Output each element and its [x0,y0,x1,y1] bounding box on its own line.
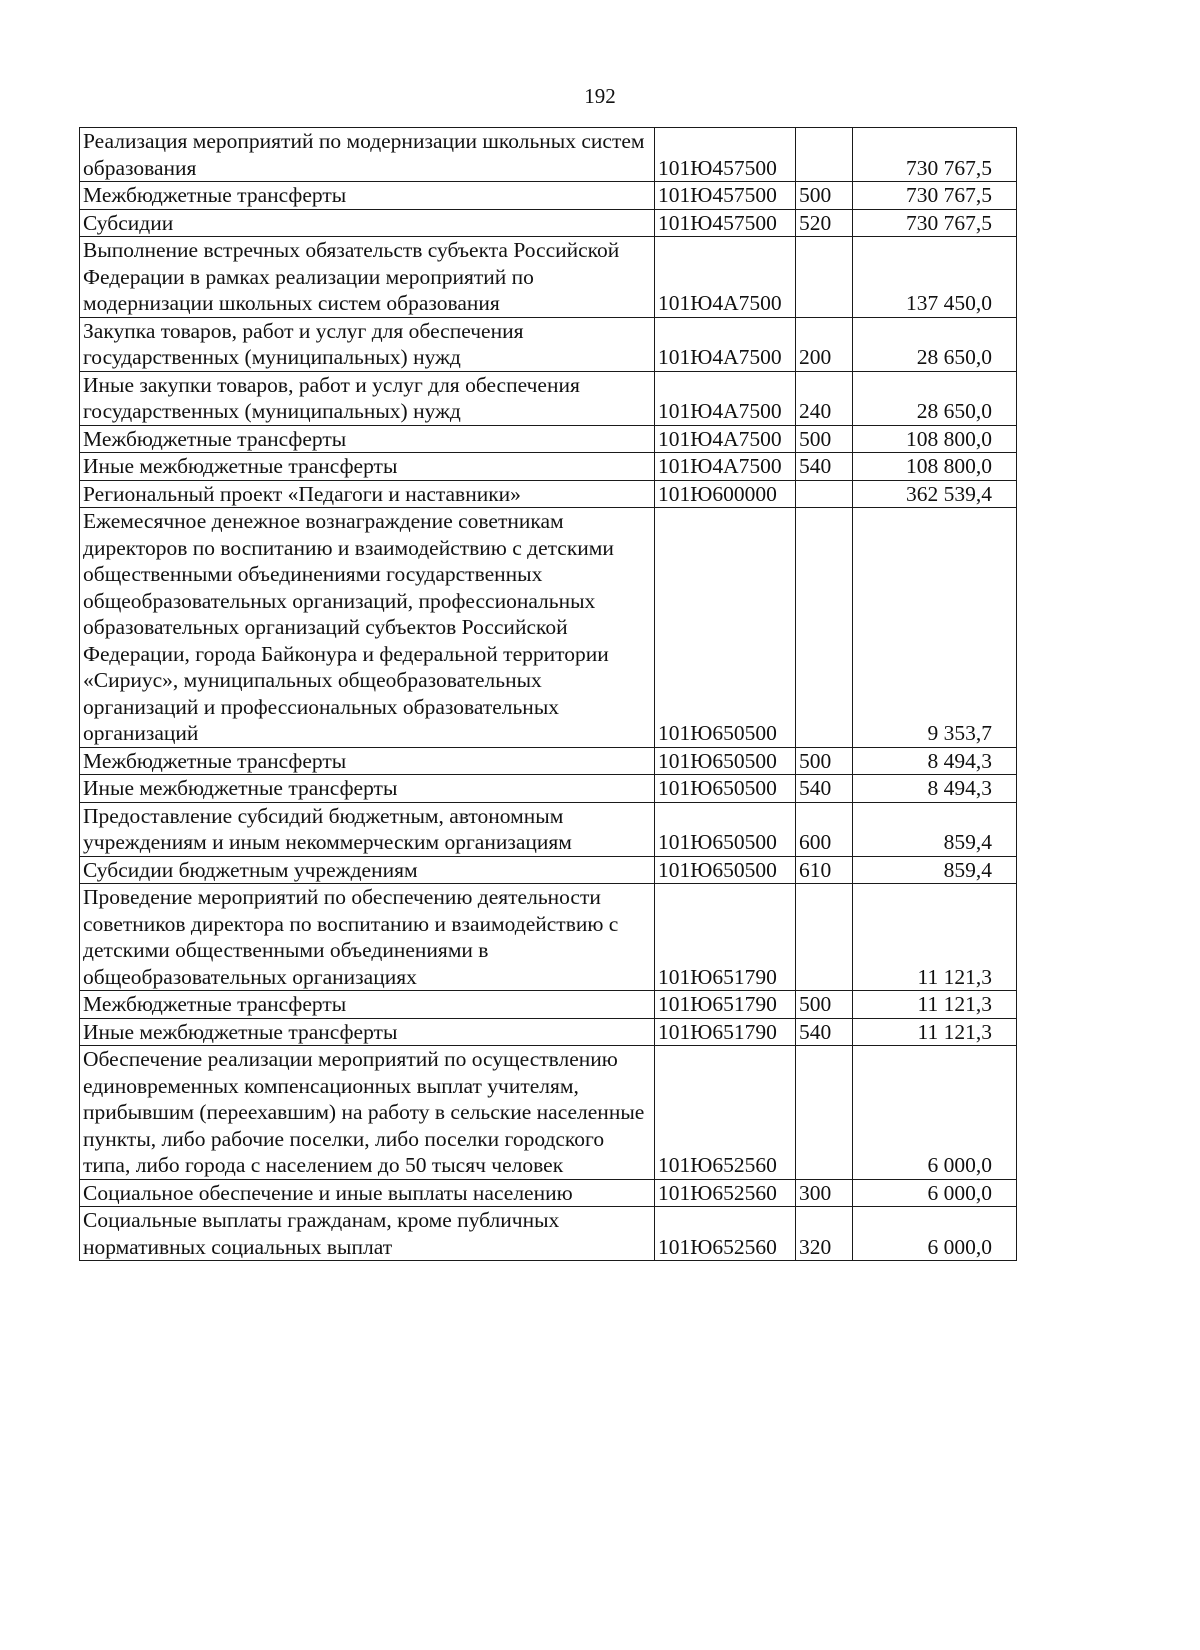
expense-name-cell: Проведение мероприятий по обеспечению деятельности советников директора по воспитанию и взаимодействию с детскими общественными объединениями в общеобразовательных организациях [80,884,655,991]
target-code-cell: 101Ю600000 [655,480,796,508]
expense-type-cell [796,1046,853,1180]
expense-name-cell: Межбюджетные трансферты [80,991,655,1019]
target-code-cell: 101Ю650500 [655,508,796,748]
amount-cell: 11 121,3 [853,1018,1017,1046]
expense-name-cell: Выполнение встречных обязательств субъекта Российской Федерации в рамках реализации мероприятий по модернизации школьных систем образования [80,237,655,318]
amount-cell: 108 800,0 [853,453,1017,481]
target-code-cell: 101Ю457500 [655,182,796,210]
target-code-cell: 101Ю4А7500 [655,425,796,453]
expense-name-cell: Социальные выплаты гражданам, кроме публичных нормативных социальных выплат [80,1207,655,1261]
target-code-cell: 101Ю4А7500 [655,317,796,371]
expense-type-cell: 500 [796,747,853,775]
table-row [80,1018,1017,1046]
table-row [80,317,1017,371]
expense-type-cell: 300 [796,1179,853,1207]
target-code-cell: 101Ю457500 [655,209,796,237]
amount-cell: 28 650,0 [853,317,1017,371]
amount-cell: 8 494,3 [853,747,1017,775]
target-code-cell: 101Ю652560 [655,1179,796,1207]
expense-name-cell: Ежемесячное денежное вознаграждение советникам директоров по воспитанию и взаимодействию с детскими общественными объединениями государственных общеобразовательных организаций, профессиональных образовательных организаций субъектов Российской Федерации, города Байконура и федеральной территории «Сириус», муниципальных общеобразовательных организаций и профессиональных образовательных организаций [80,508,655,748]
table-row [80,209,1017,237]
target-code-cell: 101Ю4А7500 [655,453,796,481]
table-row [80,1207,1017,1261]
table-row [80,775,1017,803]
table-row [80,884,1017,991]
target-code-cell: 101Ю650500 [655,856,796,884]
expense-name-cell: Межбюджетные трансферты [80,182,655,210]
amount-cell: 859,4 [853,856,1017,884]
table-row [80,1179,1017,1207]
expense-type-cell: 540 [796,775,853,803]
amount-cell: 11 121,3 [853,884,1017,991]
amount-cell: 859,4 [853,802,1017,856]
expense-name-cell: Обеспечение реализации мероприятий по осуществлению единовременных компенсационных выплат учителям, прибывшим (переехавшим) на работу в сельские населенные пункты, либо рабочие поселки, либо поселки городского типа, либо города с населением до 50 тысяч человек [80,1046,655,1180]
expense-name-cell: Иные межбюджетные трансферты [80,1018,655,1046]
target-code-cell: 101Ю652560 [655,1046,796,1180]
expense-type-cell: 320 [796,1207,853,1261]
expense-type-cell: 540 [796,453,853,481]
table-row [80,128,1017,182]
expense-type-cell: 600 [796,802,853,856]
target-code-cell: 101Ю650500 [655,802,796,856]
amount-cell: 362 539,4 [853,480,1017,508]
target-code-cell: 101Ю457500 [655,128,796,182]
expense-name-cell: Субсидии [80,209,655,237]
expense-name-cell: Предоставление субсидий бюджетным, автономным учреждениям и иным некоммерческим организациям [80,802,655,856]
expense-name-cell: Межбюджетные трансферты [80,425,655,453]
target-code-cell: 101Ю650500 [655,775,796,803]
expense-name-cell: Субсидии бюджетным учреждениям [80,856,655,884]
amount-cell: 730 767,5 [853,128,1017,182]
expense-type-cell: 500 [796,991,853,1019]
expense-type-cell [796,480,853,508]
target-code-cell: 101Ю651790 [655,1018,796,1046]
expense-type-cell: 240 [796,371,853,425]
amount-cell: 730 767,5 [853,209,1017,237]
expense-name-cell: Социальное обеспечение и иные выплаты населению [80,1179,655,1207]
amount-cell: 8 494,3 [853,775,1017,803]
target-code-cell: 101Ю4А7500 [655,237,796,318]
amount-cell: 9 353,7 [853,508,1017,748]
table-row [80,237,1017,318]
amount-cell: 6 000,0 [853,1207,1017,1261]
expense-type-cell [796,508,853,748]
expense-type-cell [796,884,853,991]
table-row [80,1046,1017,1180]
expense-name-cell: Региональный проект «Педагоги и наставники» [80,480,655,508]
expense-name-cell: Иные межбюджетные трансферты [80,775,655,803]
table-row [80,453,1017,481]
expense-name-cell: Закупка товаров, работ и услуг для обеспечения государственных (муниципальных) нужд [80,317,655,371]
amount-cell: 730 767,5 [853,182,1017,210]
target-code-cell: 101Ю4А7500 [655,371,796,425]
expense-name-cell: Межбюджетные трансферты [80,747,655,775]
expense-name-cell: Иные межбюджетные трансферты [80,453,655,481]
target-code-cell: 101Ю652560 [655,1207,796,1261]
amount-cell: 28 650,0 [853,371,1017,425]
expense-type-cell [796,237,853,318]
table-row [80,425,1017,453]
table-row [80,480,1017,508]
expense-type-cell: 500 [796,182,853,210]
expense-type-cell: 610 [796,856,853,884]
page-number: 192 [584,84,616,108]
amount-cell: 11 121,3 [853,991,1017,1019]
table-row [80,802,1017,856]
amount-cell: 108 800,0 [853,425,1017,453]
table-row [80,856,1017,884]
table-row [80,991,1017,1019]
table-row [80,371,1017,425]
amount-cell: 137 450,0 [853,237,1017,318]
expense-name-cell: Иные закупки товаров, работ и услуг для обеспечения государственных (муниципальных) нужд [80,371,655,425]
expense-type-cell: 540 [796,1018,853,1046]
table-row [80,182,1017,210]
target-code-cell: 101Ю651790 [655,884,796,991]
budget-table [79,127,1017,1261]
table-row [80,747,1017,775]
amount-cell: 6 000,0 [853,1179,1017,1207]
expense-type-cell: 500 [796,425,853,453]
expense-type-cell: 200 [796,317,853,371]
expense-type-cell: 520 [796,209,853,237]
table-row [80,508,1017,748]
expense-name-cell: Реализация мероприятий по модернизации школьных систем образования [80,128,655,182]
target-code-cell: 101Ю650500 [655,747,796,775]
amount-cell: 6 000,0 [853,1046,1017,1180]
expense-type-cell [796,128,853,182]
target-code-cell: 101Ю651790 [655,991,796,1019]
budget-table-body [80,128,1017,1261]
